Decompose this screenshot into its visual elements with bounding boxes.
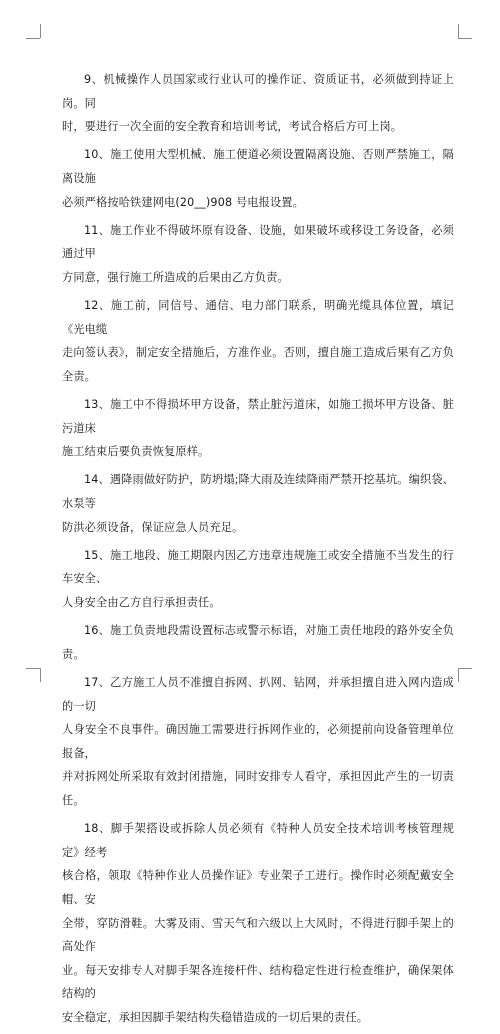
paragraph-line: 13、施工中不得损坏甲方设备，禁止脏污道床，如施工损坏甲方设备、脏污道床 [62, 398, 454, 435]
paragraph-line: 核合格，领取《特种作业人员操作证》专业架子工进行。操作时必须配戴安全帽、安 [62, 869, 454, 906]
crop-mark-top-right-v [458, 24, 459, 38]
paragraph-line: 17、乙方施工人员不准擅自拆网、扒网、钻网，并承担擅自进入网内造成的一切 [62, 676, 454, 713]
crop-mark-bottom-left-v [40, 668, 41, 682]
paragraph-line: 走向签认表》，制定安全措施后，方准作业。否则，擅自施工造成后果有乙方负全责。 [62, 346, 454, 383]
paragraph-line: 业。每天安排专人对脚手架各连接杆件、结构稳定性进行检查维护，确保架体结构的 [62, 963, 454, 1001]
paragraph-line: 人身安全由乙方自行承担责任。 [62, 596, 221, 610]
paragraph-line: 安全稳定，承担因脚手架结构失稳错造成的一切后果的责任。 [62, 1010, 369, 1024]
paragraph-11 [62, 219, 454, 290]
crop-mark-bottom-right-h [458, 668, 472, 669]
paragraph-line: 防洪必须设备，保证应急人员充足。 [62, 520, 244, 534]
paragraph-line: 11、施工作业不得破坏原有设备、设施，如果破坏或移设工务设备，必须通过甲 [62, 223, 454, 261]
paragraph-line: 12、施工前，同信号、通信、电力部门联系，明确光缆具体位置，填记《光电缆 [62, 299, 454, 336]
paragraph-line: 人身安全不良事件。确因施工需要进行拆网作业的，必须提前向设备管理单位报备， [62, 723, 454, 760]
paragraph-12 [62, 294, 454, 388]
paragraph-line: 方同意，强行施工所造成的后果由乙方负责。 [62, 270, 289, 284]
paragraph-line: 10、施工使用大型机械、施工便道必须设置隔离设施、否则严禁施工，隔离设施 [62, 148, 454, 185]
document-body [62, 68, 454, 1034]
crop-mark-bottom-right-v [458, 668, 459, 682]
paragraph-line: 施工结束后要负责恢复原样。 [62, 445, 210, 459]
paragraph-line: 15、施工地段、施工期限内因乙方违章违规施工或安全措施不当发生的行车安全、 [62, 548, 454, 586]
paragraph-15 [62, 544, 454, 615]
crop-mark-top-left-h [26, 38, 40, 39]
paragraph-14 [62, 468, 454, 539]
paragraph-line: 18、脚手架搭设或拆除人员必须有《特种人员安全技术培训考核管理规定》经考 [62, 822, 454, 859]
paragraph-10 [62, 143, 454, 214]
paragraph-line: 16、施工负责地段需设置标志或警示标语，对施工责任地段的路外安全负责。 [62, 624, 454, 661]
paragraph-17 [62, 671, 454, 813]
paragraph-line: 必须严格按哈铁建网电(20__)908 号电报设置。 [62, 195, 304, 209]
paragraph-line: 并对拆网处所采取有效封闭措施，同时安排专人看守，承担因此产生的一切责任。 [62, 770, 454, 807]
paragraph-line: 全带，穿防滑鞋。大雾及雨、雪天气和六级以上大风时，不得进行脚手架上的高处作 [62, 916, 454, 954]
paragraph-line: 时，要进行一次全面的安全教育和培训考试，考试合格后方可上岗。 [62, 120, 403, 134]
crop-mark-bottom-left-h [26, 668, 40, 669]
paragraph-line: 14、遇降雨做好防护，防坍塌;降大雨及连续降雨严禁开挖基坑。编织袋、水泵等 [62, 473, 454, 511]
paragraph-18 [62, 817, 454, 1029]
paragraph-line: 9、机械操作人员国家或行业认可的操作证、资质证书，必须做到持证上岗。同 [62, 73, 454, 110]
crop-mark-top-left-v [40, 24, 41, 38]
paragraph-13 [62, 393, 454, 464]
paragraph-9 [62, 68, 454, 139]
paragraph-16 [62, 619, 454, 666]
crop-mark-top-right-h [458, 38, 472, 39]
